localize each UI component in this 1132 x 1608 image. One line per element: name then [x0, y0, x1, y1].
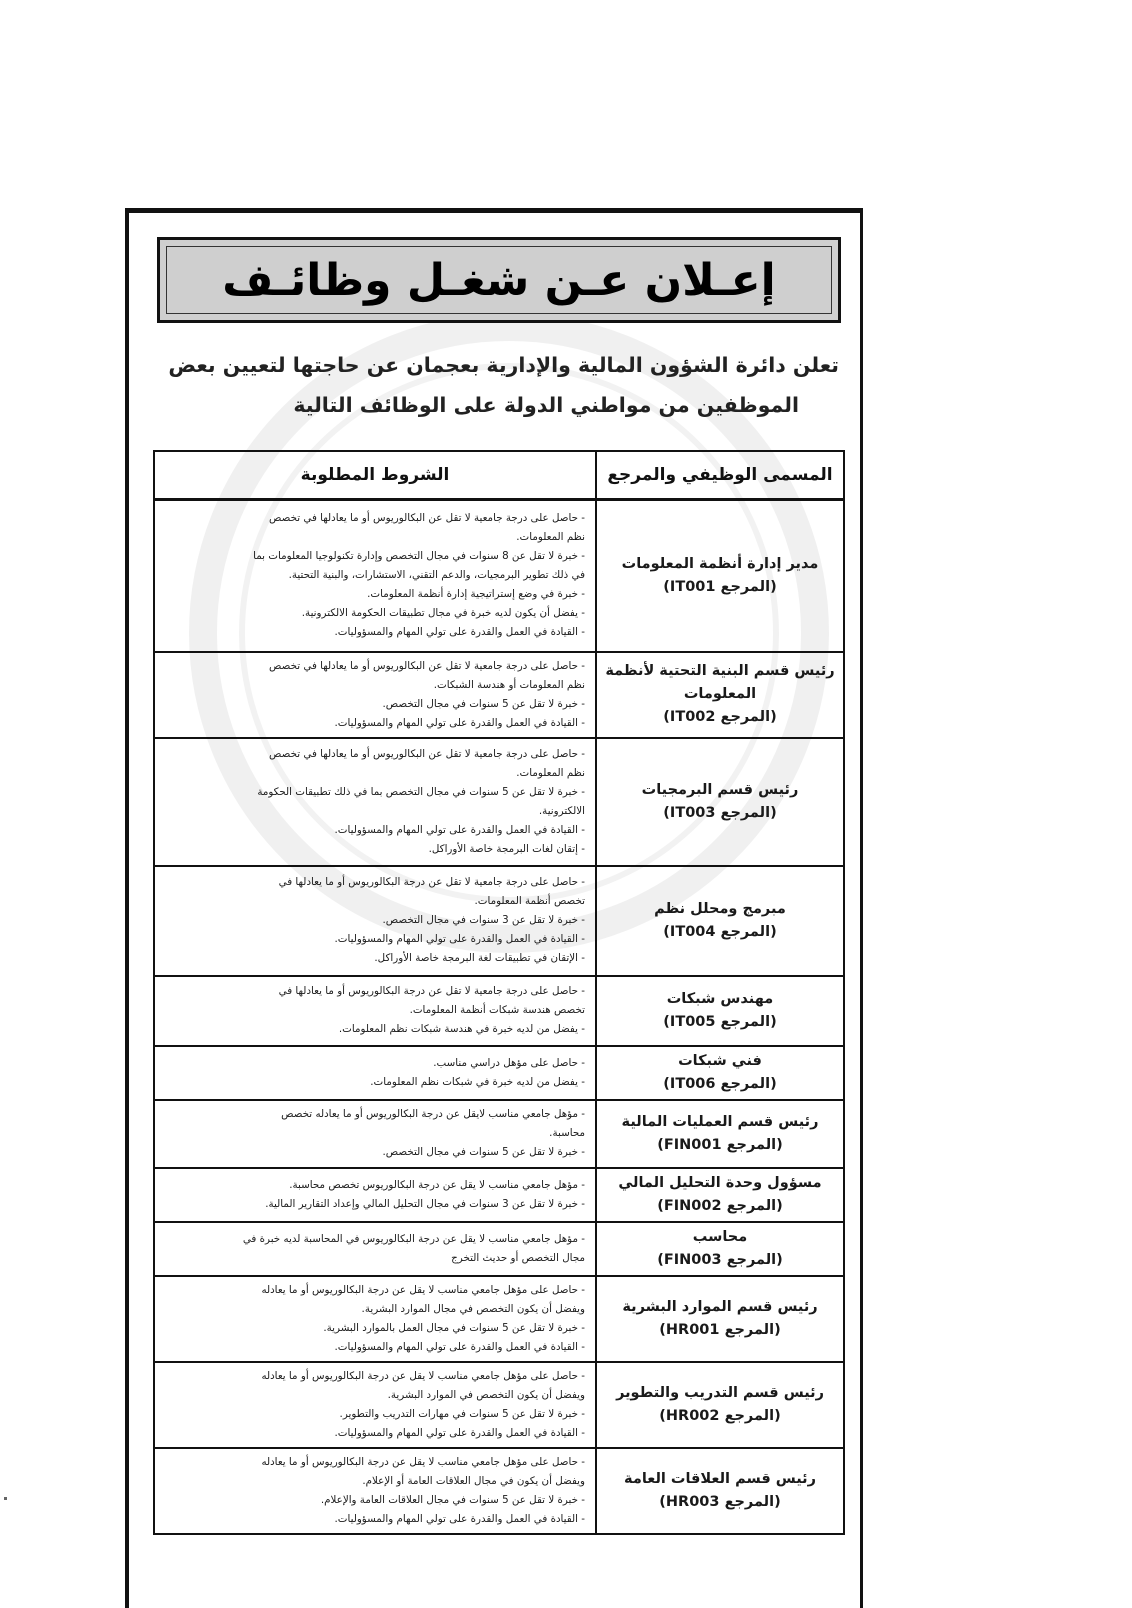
reference-label: المرجع	[724, 1407, 775, 1424]
condition-line: - حاصل على مؤهل جامعي مناسب لا يقل عن درجة البكالوريوس أو ما يعادله	[261, 1283, 585, 1296]
condition-line: - خبرة لا تقل عن 3 سنوات في مجال التخصص.	[382, 914, 585, 926]
job-title-cell	[596, 866, 844, 976]
reference-code: FIN002	[663, 1197, 722, 1214]
job-title: رئيس قسم البنية التحتية لأنظمة المعلومات	[605, 663, 835, 702]
condition-line: - خبرة لا تقل عن 5 سنوات في مهارات التدريب والتطوير.	[339, 1407, 585, 1420]
condition-line: مجال التخصص أو حديث التخرج	[451, 1251, 585, 1264]
job-title-cell	[596, 1276, 844, 1362]
condition-line: نظم المعلومات.	[516, 766, 585, 779]
condition-line: - خبرة لا تقل عن 8 سنوات في مجال التخصص وإدارة تكنولوجيا المعلومات بما	[253, 550, 585, 563]
condition-line: - حاصل على مؤهل جامعي مناسب لا يقل عن درجة البكالوريوس أو ما يعادله	[261, 1369, 585, 1382]
reference-code: IT002	[669, 709, 716, 725]
job-reference: (المرجع IT003)	[663, 804, 777, 821]
condition-line: - يفضل من لديه خبرة في شبكات نظم المعلومات.	[370, 1075, 585, 1088]
reference-label: المرجع	[726, 1136, 777, 1153]
reference-label: المرجع	[720, 1075, 771, 1092]
table-row	[154, 866, 844, 976]
condition-line: الالكترونية.	[538, 804, 585, 817]
job-title-cell	[596, 1100, 844, 1168]
header-conditions: الشروط المطلوبة	[154, 451, 596, 500]
job-title-cell	[596, 1362, 844, 1448]
job-reference: (المرجع IT004)	[663, 923, 777, 940]
jobs-table	[153, 450, 845, 1535]
reference-code: FIN003	[663, 1251, 722, 1268]
job-title: فني شبكات	[678, 1052, 762, 1069]
reference-code: IT003	[669, 804, 716, 821]
condition-line: ويفضل أن يكون التخصص في مجال الموارد البشرية.	[361, 1302, 585, 1315]
reference-label: المرجع	[724, 1493, 775, 1510]
job-title-cell	[596, 1222, 844, 1276]
condition-line: - حاصل على درجة جامعية لا تقل عن البكالوريوس أو ما يعادلها في تخصص	[269, 512, 585, 525]
condition-line: - القيادة في العمل والقدرة على تولي المهام والمسؤوليات.	[334, 1512, 585, 1525]
condition-line: محاسبة.	[549, 1127, 585, 1139]
conditions-cell	[154, 738, 596, 866]
condition-line: - خبرة لا تقل عن 5 سنوات في مجال العلاقات العامة والإعلام.	[320, 1493, 585, 1506]
title-banner	[157, 237, 841, 323]
job-title-cell	[596, 1168, 844, 1222]
condition-line: - خبرة في وضع إستراتيجية إدارة أنظمة المعلومات.	[367, 588, 585, 601]
condition-line: تخصص هندسة شبكات أنظمة المعلومات.	[409, 1004, 585, 1016]
job-title: محاسب	[692, 1228, 748, 1245]
job-reference: (المرجع HR003)	[659, 1493, 781, 1510]
reference-code: FIN001	[663, 1136, 722, 1153]
job-title: مدير إدارة أنظمة المعلومات	[621, 555, 819, 572]
job-announcement	[125, 208, 863, 1608]
conditions-cell	[154, 1100, 596, 1168]
condition-line: - مؤهل جامعي مناسب لا يقل عن درجة البكالوريوس في المحاسبة لديه خبرة في	[242, 1232, 585, 1245]
conditions-cell	[154, 866, 596, 976]
condition-line: - القيادة في العمل والقدرة على تولي المهام والمسؤوليات.	[334, 716, 585, 729]
condition-line: - القيادة في العمل والقدرة على تولي المهام والمسؤوليات.	[334, 626, 585, 639]
jobs-table-body	[154, 500, 844, 1534]
condition-line: - حاصل على درجة جامعية لا تقل عن البكالوريوس أو ما يعادلها في تخصص	[269, 659, 585, 672]
job-reference: (المرجع IT001)	[663, 578, 777, 595]
condition-line: تخصص أنظمة المعلومات.	[474, 895, 585, 907]
condition-line: - حاصل على درجة جامعية لا تقل عن البكالوريوس أو ما يعادلها في تخصص	[269, 747, 585, 760]
job-title-cell	[596, 1046, 844, 1100]
reference-code: HR001	[665, 1321, 720, 1338]
table-header-row	[154, 451, 844, 500]
table-row	[154, 1362, 844, 1448]
condition-line: - يفضل من لديه خبرة في هندسة شبكات نظم المعلومات.	[338, 1023, 585, 1035]
job-title: مسؤول وحدة التحليل المالي	[618, 1174, 822, 1191]
job-title-cell	[596, 652, 844, 738]
announcement-title: إعـلان عـن شغـل وظائـف	[222, 254, 776, 306]
table-row	[154, 1100, 844, 1168]
reference-code: IT004	[669, 923, 716, 940]
condition-line: - خبرة لا تقل عن 5 سنوات في مجال التخصص بما في ذلك تطبيقات الحكومة	[257, 785, 585, 798]
condition-line: - القيادة في العمل والقدرة على تولي المهام والمسؤوليات.	[334, 823, 585, 836]
condition-line: - يفضل أن يكون لديه خبرة في مجال تطبيقات الحكومة الالكترونية.	[301, 607, 585, 620]
reference-label: المرجع	[726, 1251, 777, 1268]
condition-line: - مؤهل جامعي مناسب لا يقل عن درجة البكالوريوس تخصص محاسبة.	[289, 1178, 585, 1191]
reference-label: المرجع	[720, 923, 771, 940]
job-title: رئيس قسم العمليات المالية	[621, 1113, 819, 1130]
condition-line: - خبرة لا تقل عن 3 سنوات في مجال التحليل المالي وإعداد التقارير المالية.	[265, 1197, 585, 1210]
condition-line: - القيادة في العمل والقدرة على تولي المهام والمسؤوليات.	[334, 1340, 585, 1353]
conditions-cell	[154, 1448, 596, 1534]
condition-line: - الإتقان في تطبيقات لغة البرمجة خاصة الأوراكل.	[374, 952, 585, 964]
condition-line: في ذلك تطوير البرمجيات، والدعم التقني، الاستشارات، والبنية التحتية.	[288, 569, 585, 582]
header-job-title: المسمى الوظيفي والمرجع	[596, 451, 844, 500]
job-title: رئيس قسم التدريب والتطوير	[616, 1384, 824, 1401]
condition-line: - خبرة لا تقل عن 5 سنوات في مجال العمل بالموارد البشرية.	[323, 1321, 585, 1334]
condition-line: - القيادة في العمل والقدرة على تولي المهام والمسؤوليات.	[334, 1426, 585, 1439]
job-reference: (المرجع HR001)	[659, 1321, 781, 1338]
reference-label: المرجع	[720, 804, 771, 821]
condition-line: نظم المعلومات أو هندسة الشبكات.	[433, 678, 585, 691]
reference-code: HR002	[665, 1407, 720, 1424]
reference-label: المرجع	[726, 1197, 777, 1214]
job-title: رئيس قسم الموارد البشرية	[622, 1298, 818, 1315]
reference-code: IT005	[669, 1013, 716, 1030]
intro-line: الموظفين من مواطني الدولة على الوظائف التالية	[293, 393, 799, 417]
scan-speck	[4, 1497, 7, 1500]
job-title-cell	[596, 500, 844, 652]
condition-line: - خبرة لا تقل عن 5 سنوات في مجال التخصص.	[382, 697, 585, 710]
table-row	[154, 500, 844, 652]
condition-line: - خبرة لا تقل عن 5 سنوات في مجال التخصص.	[382, 1146, 585, 1158]
table-row	[154, 1168, 844, 1222]
reference-code: IT006	[669, 1075, 716, 1092]
table-row	[154, 976, 844, 1046]
conditions-cell	[154, 1362, 596, 1448]
job-reference: (المرجع HR002)	[659, 1407, 781, 1424]
job-reference: (المرجع IT002)	[663, 709, 777, 725]
conditions-cell	[154, 1046, 596, 1100]
conditions-cell	[154, 976, 596, 1046]
reference-code: HR003	[665, 1493, 720, 1510]
table-row	[154, 1046, 844, 1100]
job-reference: (المرجع FIN003)	[657, 1251, 783, 1268]
condition-line: - إتقان لغات البرمجة خاصة الأوراكل.	[428, 842, 585, 855]
intro-line: تعلن دائرة الشؤون المالية والإدارية بعجمان عن حاجتها لتعيين بعض	[168, 353, 839, 377]
job-title-cell	[596, 738, 844, 866]
conditions-cell	[154, 1276, 596, 1362]
condition-line: - القيادة في العمل والقدرة على تولي المهام والمسؤوليات.	[334, 933, 585, 945]
table-row	[154, 738, 844, 866]
conditions-cell	[154, 500, 596, 652]
job-reference: (المرجع FIN001)	[657, 1136, 783, 1153]
job-title: رئيس قسم البرمجيات	[641, 781, 799, 798]
condition-line: - حاصل على مؤهل دراسي مناسب.	[433, 1056, 585, 1069]
reference-label: المرجع	[724, 1321, 775, 1338]
reference-label: المرجع	[720, 709, 771, 725]
conditions-cell	[154, 1222, 596, 1276]
job-reference: (المرجع IT006)	[663, 1075, 777, 1092]
job-title: مبرمج ومحلل نظم	[654, 900, 786, 917]
job-title-cell	[596, 1448, 844, 1534]
table-row	[154, 652, 844, 738]
job-title-cell	[596, 976, 844, 1046]
table-row	[154, 1276, 844, 1362]
condition-line: - حاصل على مؤهل جامعي مناسب لا يقل عن درجة البكالوريوس أو ما يعادله	[261, 1455, 585, 1468]
table-row	[154, 1222, 844, 1276]
conditions-cell	[154, 652, 596, 738]
condition-line: - حاصل على درجة جامعية لا تقل عن درجة البكالوريوس أو ما يعادلها في	[278, 985, 585, 997]
condition-line: نظم المعلومات.	[516, 531, 585, 544]
condition-line: ويفضل أن يكون في مجال العلاقات العامة أو الإعلام.	[362, 1474, 585, 1487]
condition-line: - مؤهل جامعي مناسب لايقل عن درجة البكالوريوس أو ما يعادله تخصص	[281, 1108, 585, 1120]
job-title: مهندس شبكات	[666, 990, 774, 1007]
reference-code: IT001	[669, 578, 716, 595]
intro-paragraph	[159, 345, 839, 425]
job-title: رئيس قسم العلاقات العامة	[624, 1470, 816, 1487]
table-row	[154, 1448, 844, 1534]
conditions-cell	[154, 1168, 596, 1222]
condition-line: - حاصل على درجة جامعية لا تقل عن درجة البكالوريوس أو ما يعادلها في	[278, 876, 585, 888]
job-reference: (المرجع FIN002)	[657, 1197, 783, 1214]
reference-label: المرجع	[720, 1013, 771, 1030]
reference-label: المرجع	[720, 578, 771, 595]
job-reference: (المرجع IT005)	[663, 1013, 777, 1030]
condition-line: ويفضل أن يكون التخصص في الموارد البشرية.	[387, 1388, 585, 1401]
